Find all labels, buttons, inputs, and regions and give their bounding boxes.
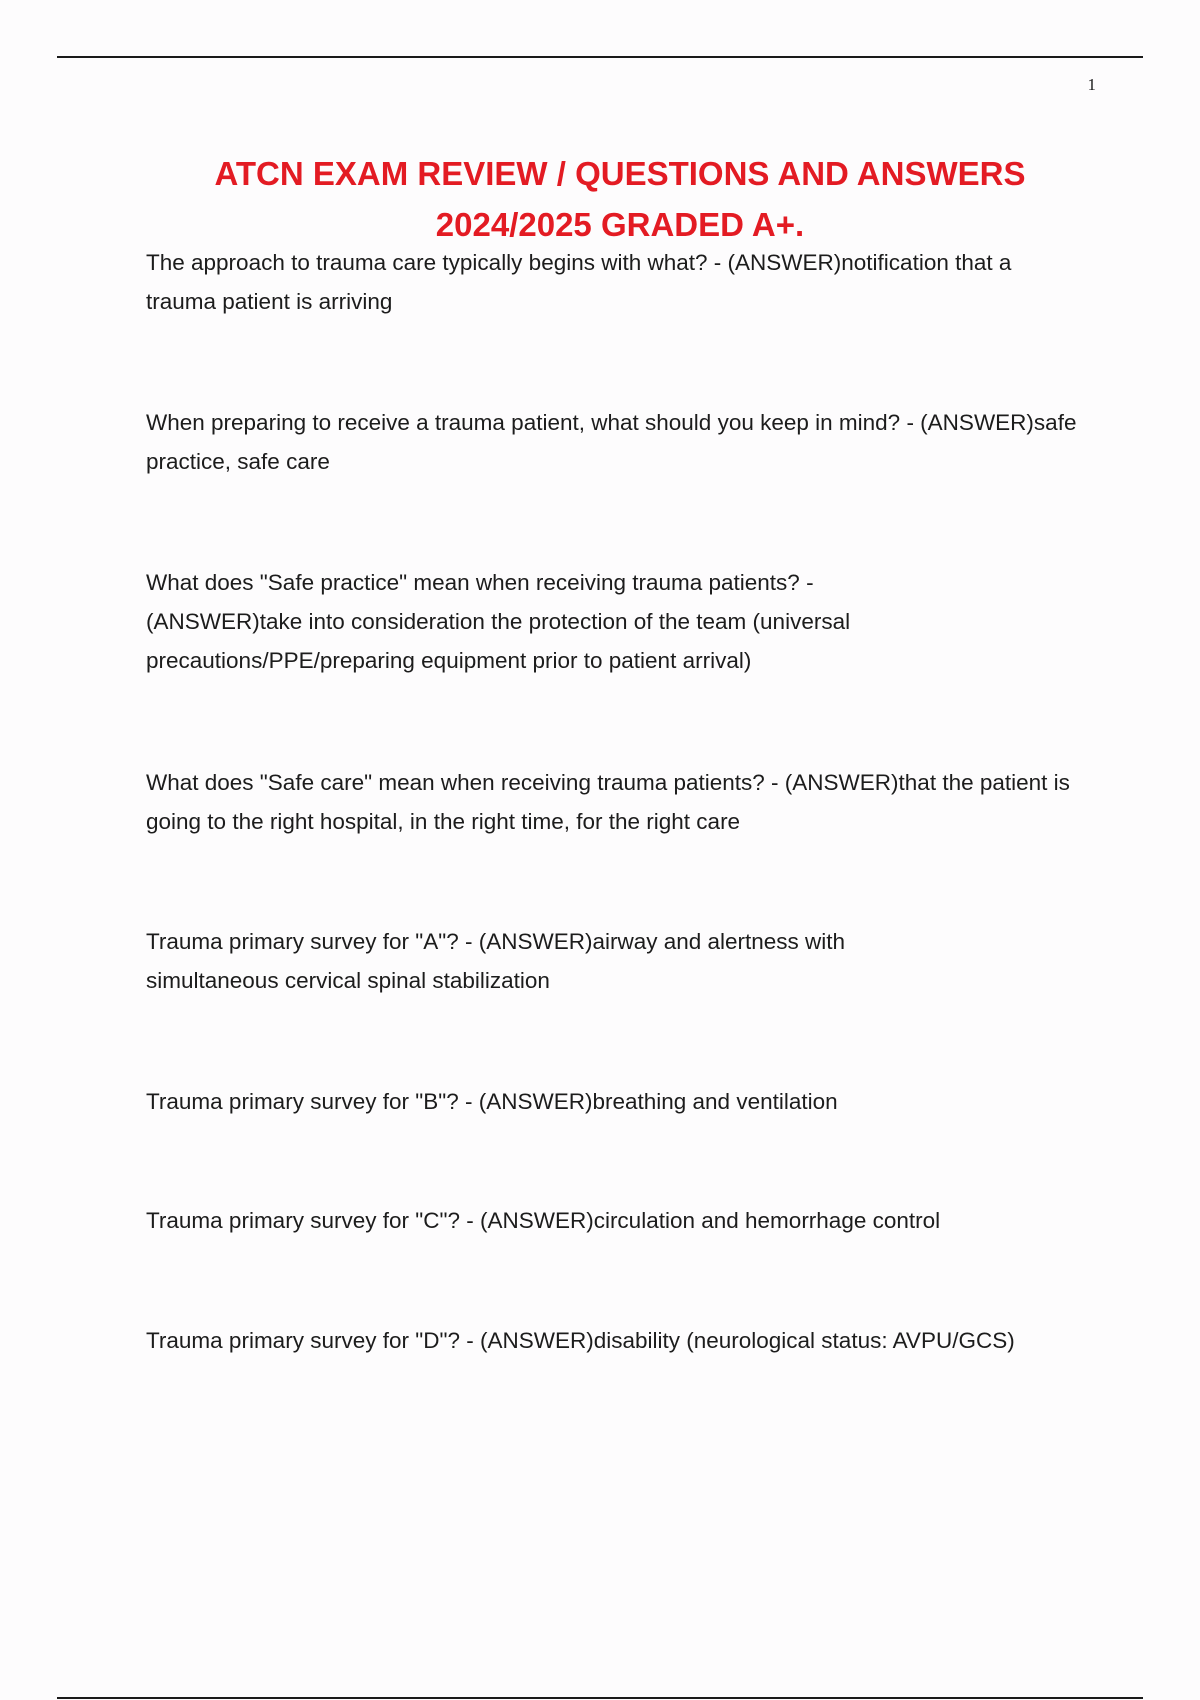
qa-entry: Trauma primary survey for "A"? - (ANSWER)airway and alertness with simultaneous cervical spinal stabilization xyxy=(146,929,846,993)
qa-entry: What does "Safe practice" mean when receiving trauma patients? - (ANSWER)take into consideration the protection of the team (universal precautions/PPE/preparing equipment prior to patient arrival) xyxy=(146,570,851,673)
title-line-2: 2024/2025 GRADED A+. xyxy=(435,206,805,243)
qa-entry: When preparing to receive a trauma patient, what should you keep in mind? - (ANSWER)safe practice, safe care xyxy=(146,410,1077,474)
qa-entry: Trauma primary survey for "B"? - (ANSWER)breathing and ventilation xyxy=(146,1089,838,1114)
header-rule xyxy=(57,56,1143,58)
footer-rule xyxy=(57,1697,1143,1699)
qa-entry: What does "Safe care" mean when receiving trauma patients? - (ANSWER)that the patient is going to the right hospital, in the right time, for the right care xyxy=(146,770,1070,834)
document-title xyxy=(140,148,1100,250)
qa-entry: Trauma primary survey for "C"? - (ANSWER)circulation and hemorrhage control xyxy=(146,1208,941,1233)
qa-entry: Trauma primary survey for "D"? - (ANSWER)disability (neurological status: AVPU/GCS) xyxy=(146,1328,1015,1353)
qa-entry: The approach to trauma care typically begins with what? - (ANSWER)notification that a trauma patient is arriving xyxy=(146,250,1012,314)
page-number: 1 xyxy=(1087,75,1096,94)
title-line-1: ATCN EXAM REVIEW / QUESTIONS AND ANSWERS xyxy=(214,155,1026,192)
